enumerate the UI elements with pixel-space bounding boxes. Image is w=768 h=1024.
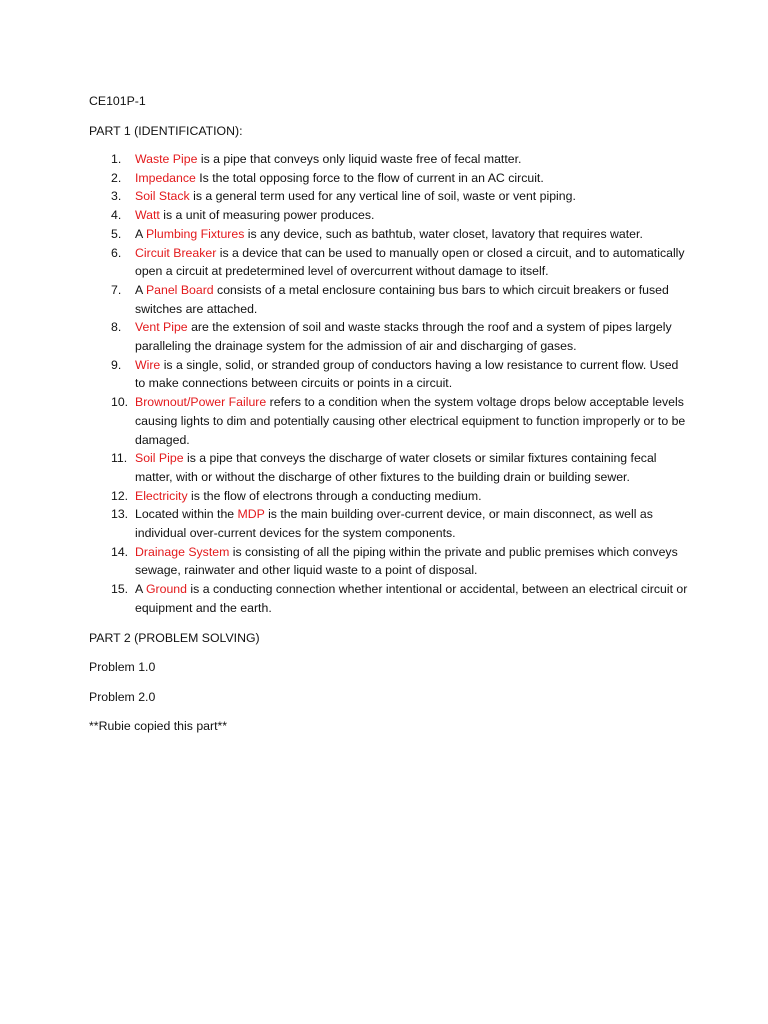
item-number: 5. [111,226,122,241]
item-term: Watt [135,208,160,223]
item-definition: is a pipe that conveys the discharge of water closets or similar fixtures containing fecal matter, with or without the discharge of other fixtures to the building drain or building sewer. [135,451,657,484]
list-item [89,393,689,449]
part2-heading: PART 2 (PROBLEM SOLVING) [89,631,260,645]
item-term: Electricity [135,488,188,503]
list-item [89,318,689,355]
item-number: 11. [111,451,128,466]
part1-heading: PART 1 (IDENTIFICATION): [89,124,243,138]
item-number: 13. [111,507,129,522]
item-definition: is a device that can be used to manually open or closed a circuit, and to automatically open a circuit at predetermined level of overcurrent without damage to itself. [135,245,685,279]
item-prefix: A [135,582,146,597]
item-term: Soil Pipe [135,451,184,466]
item-prefix: A [135,282,146,297]
note: **Rubie copied this part** [89,719,228,733]
list-item [89,356,689,393]
list-item [89,150,689,169]
item-number: 2. [111,170,122,185]
list-item [89,206,689,225]
course-code: CE101P-1 [89,94,146,108]
item-number: 14. [111,544,129,559]
list-item [89,187,689,206]
item-definition: is the flow of electrons through a conducting medium. [187,488,482,503]
item-definition: is a single, solid, or stranded group of conductors having a low resistance to current flow. Used to make connections between circuits or points in a circuit. [135,357,679,391]
item-term: Waste Pipe [135,152,198,166]
problem-1: Problem 1.0 [89,660,156,674]
item-term: MDP [237,507,265,522]
item-number: 4. [111,208,122,223]
item-term: Panel Board [145,282,214,297]
item-number: 12. [111,488,129,503]
list-item [89,225,689,244]
list-item [89,169,689,188]
item-definition: is a conducting connection whether intentional or accidental, between an electrical circuit or equipment and the earth. [135,582,688,615]
item-definition: refers to a condition when the system voltage drops below acceptable levels causing lights to dim and potentially causing other electrical equipment to function improperly or to be damaged. [135,395,686,447]
item-term: Drainage System [135,544,230,559]
item-number: 8. [111,320,122,335]
list-item [89,449,689,486]
identification-list [89,150,689,618]
list-item [89,543,689,580]
item-number: 9. [111,357,122,372]
item-definition: Is the total opposing force to the flow of current in an AC circuit. [195,170,544,185]
list-item [89,505,689,542]
item-term: Ground [145,582,187,597]
item-term: Brownout/Power Failure [135,395,267,410]
item-term: Soil Stack [135,189,190,204]
item-definition: are the extension of soil and waste stacks through the roof and a system of pipes largely paralleling the drainage system for the admission of air and discharging of gases. [135,320,672,354]
item-number: 7. [111,282,122,297]
item-definition: is a pipe that conveys only liquid waste free of fecal matter. [197,152,522,166]
item-prefix: Located within the [135,507,238,522]
item-definition: is the main building over-current device, or main disconnect, as well as individual over-current devices for the system components. [135,507,653,541]
list-item [89,487,689,506]
item-number: 1. [111,152,122,166]
item-prefix: A [135,226,146,241]
item-term: Vent Pipe [135,320,188,335]
item-number: 6. [111,245,122,260]
item-definition: is a unit of measuring power produces. [159,208,375,223]
item-term: Impedance [135,170,196,185]
problem-2: Problem 2.0 [89,690,156,704]
item-number: 15. [111,582,129,597]
item-definition: consists of a metal enclosure containing bus bars to which circuit breakers or fused switches are attached. [135,282,669,316]
item-term: Wire [135,357,161,372]
list-item [89,244,689,281]
item-number: 10. [111,395,129,410]
item-definition: is consisting of all the piping within the private and public premises which conveys sewage, rainwater and other liquid waste to a point of disposal. [135,544,678,578]
list-item [89,580,689,617]
item-term: Circuit Breaker [135,245,217,260]
item-definition: is a general term used for any vertical line of soil, waste or vent piping. [189,189,576,204]
item-number: 3. [111,189,122,204]
list-item [89,281,689,318]
item-term: Plumbing Fixtures [145,226,245,241]
item-definition: is any device, such as bathtub, water closet, lavatory that requires water. [244,226,643,241]
